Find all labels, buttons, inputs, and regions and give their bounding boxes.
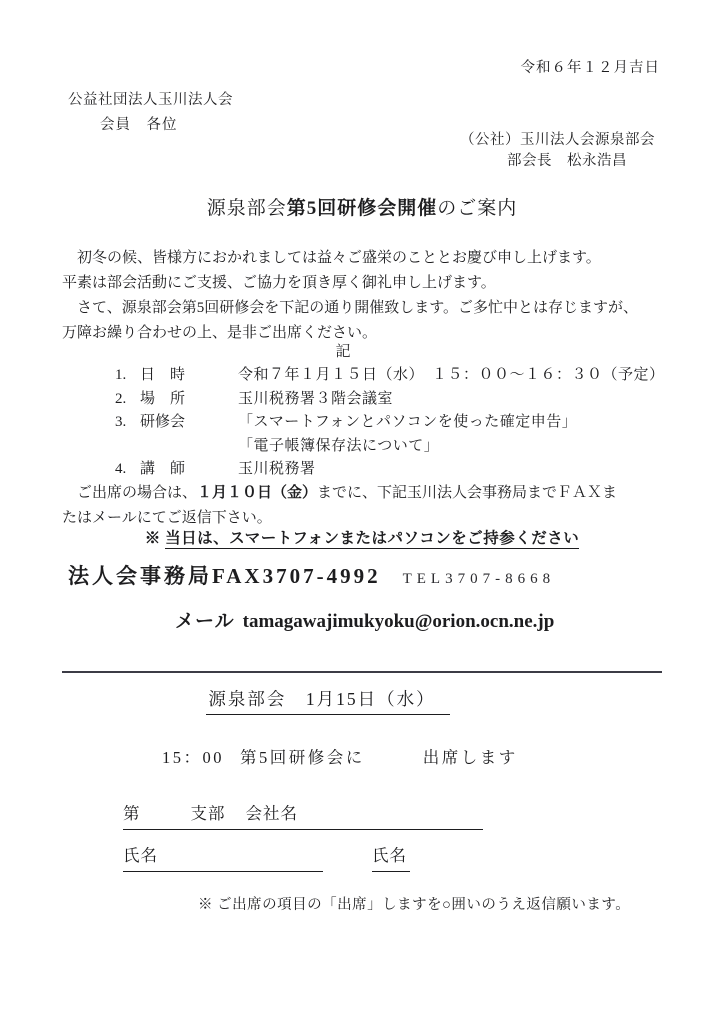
branch-prefix: 第: [123, 804, 141, 823]
greeting-line: さて、源泉部会第5回研修会を下記の通り開催致します。ご多忙中とは存じますが、: [62, 300, 639, 316]
branch-company-field: [123, 800, 483, 830]
rsvp-line-2: たはメールにてご返信下さい。: [62, 510, 272, 526]
detail-number: 1.: [115, 367, 127, 383]
mail-address: tamagawajimukyoku@orion.ocn.ne.jp: [242, 611, 555, 632]
detail-value: 玉川税務署３階会議室: [238, 390, 394, 407]
name-field-2: 氏名: [372, 842, 410, 872]
rsvp-text-before: ご出席の場合は、: [62, 485, 198, 501]
detail-label: 日 時: [140, 367, 186, 383]
detail-value: 令和７年１月１５日（水） １５：００～１６：３０（予定）: [238, 367, 665, 383]
detail-value: 玉川税務署: [238, 461, 316, 477]
fax-number: 法人会事務局FAX3707-4992: [68, 564, 381, 588]
bring-device-note: [0, 526, 724, 548]
greeting-line: 万障お繰り合わせの上、是非ご出席ください。: [62, 325, 378, 341]
greeting-paragraph: [62, 246, 674, 346]
reply-form-heading-wrap: [0, 686, 724, 715]
recipient-organization: 公益社団法人玉川法人会: [68, 92, 233, 108]
detail-row-datetime: [115, 364, 665, 388]
rsvp-text-after: までに、下記玉川法人会事務局までＦＡＸま: [317, 485, 618, 501]
detail-row-lecturer: [115, 458, 665, 482]
company-label: 会社名: [245, 804, 298, 823]
note-marker: ※: [144, 530, 161, 547]
name-field-1: 氏名: [123, 842, 323, 872]
addressee: 会員 各位: [100, 117, 178, 133]
attendance-time: 15：00: [162, 748, 224, 767]
detail-label: 研修会: [140, 414, 186, 430]
greeting-line: 平素は部会活動にご支援、ご協力を頂き厚く御礼申し上げます。: [62, 275, 496, 291]
detail-label: 講 師: [140, 461, 186, 477]
rsvp-paragraph: [62, 481, 682, 531]
note-text: 当日は、スマートフォンまたはパソコンをご持参ください: [165, 530, 580, 547]
detail-value: 「スマートフォンとパソコンを使った確定申告」: [238, 414, 578, 430]
reply-instruction-note: ※ ご出席の項目の「出席」しますを○囲いのうえ返信願います。: [198, 897, 631, 913]
rsvp-line-1: [62, 481, 682, 506]
detail-value: 「電子帳簿保存法について」: [238, 437, 440, 454]
sender-organization: （公社）玉川法人会源泉部会: [460, 132, 655, 148]
document-title: [0, 193, 724, 220]
title-prefix: 源泉部会: [206, 198, 287, 219]
detail-number: 4.: [115, 461, 127, 477]
attendance-line: [162, 744, 518, 768]
detail-row-seminar-2: [115, 435, 665, 459]
tel-number: TEL3707-8668: [402, 571, 556, 587]
tear-off-divider: [62, 671, 662, 673]
branch-label: 支部: [190, 804, 226, 823]
detail-number: [115, 435, 140, 459]
sender-person: 部会長 松永浩昌: [507, 153, 627, 169]
title-emphasis: 第5回研修会開催: [286, 198, 438, 219]
detail-label: [140, 435, 213, 459]
event-details-list: [115, 364, 665, 482]
issue-date: 令和６年１２月吉日: [520, 60, 660, 76]
record-marker: 記: [335, 344, 351, 360]
reply-form-heading: 源泉部会 1月15日（水）: [206, 686, 449, 715]
sender-block: [460, 130, 655, 172]
contact-mail-line: [175, 606, 554, 633]
mail-label: メール: [175, 611, 235, 632]
rsvp-deadline: １月１０日（金）: [197, 485, 318, 501]
detail-row-seminar: [115, 411, 665, 435]
contact-fax-line: [68, 560, 555, 590]
title-suffix: のご案内: [437, 198, 518, 219]
attendance-event: 第5回研修会に: [240, 748, 365, 767]
detail-number: 3.: [115, 414, 127, 430]
attendance-choice: 出席します: [422, 748, 518, 767]
detail-number: 2.: [115, 390, 127, 407]
detail-row-place: [115, 388, 665, 412]
greeting-line: 初冬の候、皆様方におかれましては益々ご盛栄のこととお慶び申し上げます。: [62, 250, 601, 266]
detail-label: 場 所: [140, 390, 186, 407]
